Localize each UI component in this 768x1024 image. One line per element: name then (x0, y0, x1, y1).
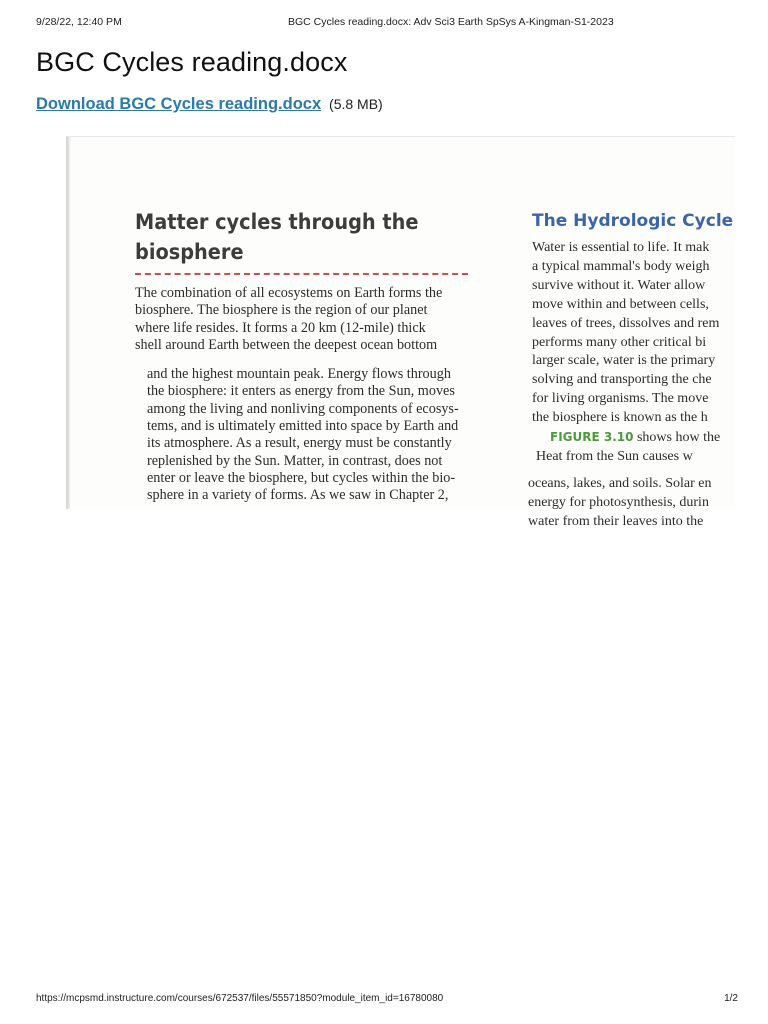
page-title: BGC Cycles reading.docx (36, 47, 348, 77)
text-line: larger scale, water is the primary (532, 353, 716, 369)
print-date: 9/28/22, 12:40 PM (36, 16, 122, 28)
preview-right-column (528, 211, 752, 532)
text-line: move within and between cells, (532, 296, 709, 312)
text-line: Heat from the Sun causes w (536, 448, 693, 464)
text-line: the biosphere is known as the h (532, 410, 708, 426)
text-line: among the living and nonliving components of ecosys- (147, 400, 459, 417)
left-heading (135, 207, 468, 267)
left-heading-line: Matter cycles through the (135, 210, 419, 234)
text-line: biosphere. The biosphere is the region of our planet (135, 302, 428, 319)
right-paragraph-2 (528, 475, 752, 532)
text-line: and the highest mountain peak. Energy flows through (147, 366, 451, 383)
text-line: replenished by the Sun. Matter, in contrast, does not (147, 452, 443, 469)
document-preview[interactable] (66, 136, 735, 529)
print-footer (36, 993, 738, 1007)
file-size: (5.8 MB) (329, 96, 383, 112)
text-line: the biosphere: it enters as energy from the Sun, moves (147, 383, 455, 400)
page-url: https://mcpsmd.instructure.com/courses/672537/files/55571850?module_item_id=16780080 (36, 993, 444, 1004)
text-line: leaves of trees, dissolves and rem (532, 315, 720, 331)
download-link[interactable]: Download BGC Cycles reading.docx (36, 95, 322, 113)
figure-label: FIGURE 3.10 (550, 430, 634, 445)
text-line: where life resides. It forms a 20 km (12-mile) thick (135, 319, 426, 336)
figure-rest: shows how the (633, 430, 721, 446)
print-doc-title: BGC Cycles reading.docx: Adv Sci3 Earth SpSys A-Kingman-S1-2023 (288, 16, 614, 28)
left-paragraph-2 (147, 366, 497, 504)
page-number: 1/2 (724, 993, 738, 1004)
text-line: survive without it. Water allow (532, 277, 706, 293)
text-line: performs many other critical bi (532, 334, 707, 350)
text-line: a typical mammal's body weigh (532, 258, 710, 274)
right-paragraph-1 (532, 239, 752, 467)
left-paragraph-1 (135, 285, 497, 354)
text-line: solving and transporting the che (532, 372, 712, 388)
scan-page-edge (67, 137, 71, 509)
text-line: tems, and is ultimately emitted into space by Earth and (147, 418, 459, 435)
text-line: Water is essential to life. It mak (532, 240, 710, 255)
text-line: for living organisms. The move (532, 391, 709, 407)
text-line: sphere in a variety of forms. As we saw in Chapter 2, (147, 487, 449, 504)
download-line (36, 95, 383, 114)
text-line: its atmosphere. As a result, energy must be constantly (147, 435, 452, 452)
text-line: The combination of all ecosystems on Earth forms the (135, 285, 443, 301)
text-line: shell around Earth between the deepest ocean bottom (135, 336, 438, 353)
dashed-divider (135, 273, 468, 275)
text-line: water from their leaves into the (528, 513, 704, 529)
left-heading-line: biosphere (135, 240, 244, 264)
text-line: oceans, lakes, and soils. Solar en (528, 475, 712, 491)
print-header (36, 16, 738, 32)
text-line: energy for photosynthesis, durin (528, 494, 709, 510)
right-heading: The Hydrologic Cycle (532, 211, 734, 231)
text-line: enter or leave the biosphere, but cycles within the bio- (147, 469, 456, 486)
figure-reference-line (532, 428, 752, 448)
preview-left-column (135, 207, 497, 505)
